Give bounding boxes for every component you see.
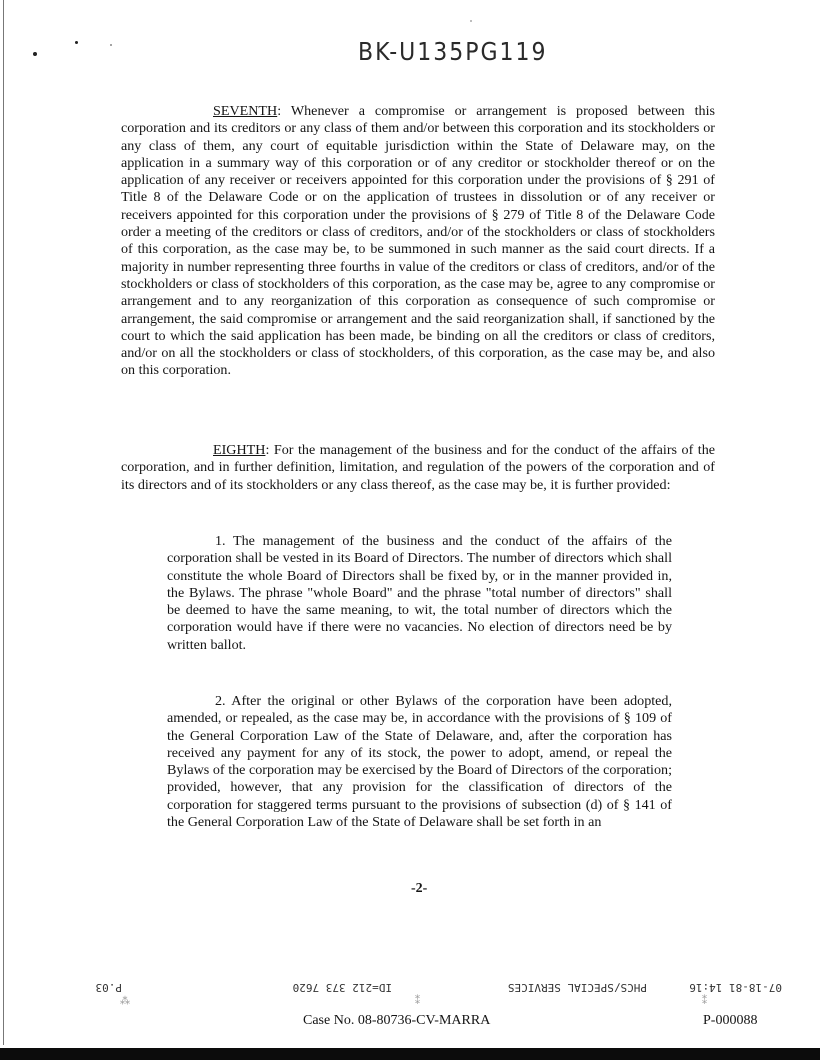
- eighth-heading: EIGHTH: [213, 442, 266, 458]
- eighth-paragraph: [121, 442, 715, 494]
- scan-speck: [75, 41, 78, 44]
- eighth-text: : For the management of the business and for the conduct of the affairs of the corporation, and in further definition, limitation, and regulation of the powers of the corporation and of its directors and of its stockholders or any class thereof, as the case may be, it is further provided:: [121, 442, 715, 493]
- provision-item-1: [167, 533, 672, 654]
- fax-transmission-header: [78, 978, 782, 994]
- fax-sender: PHCS/SPECIAL SERVICES: [507, 981, 647, 994]
- provision-item-text: 2. After the original or other Bylaws of the corporation have been adopted, amended, or repealed, as the case may be, in accordance with the provisions of § 109 of the General Corporation Law of the State of Delaware, and, after the corporation has received any payment for any of its stock, the power to adopt, amend, or repeal the Bylaws of the corporation may be exercised by the Board of Directors of the corporation; provided, however, that any provision for the classification of directors of the corporation for staggered terms pursuant to the provisions of subsection (d) of § 141 of the General Corporation Law of the State of Delaware shall be set forth in an: [167, 693, 672, 831]
- scan-smudge: ⁑: [415, 996, 420, 1007]
- provision-item-text: 1. The management of the business and the conduct of the affairs of the corporation shall be vested in its Board of Directors. The number of directors which shall constitute the whole Board of Directors shall be fixed by, or in the manner provided in, the Bylaws. The phrase "whole Board" and the phrase "total number of directors" shall be deemed to have the same meaning, to wit, the total number of directors which the corporation would have if there were no vacancies. No election of directors need be by written ballot.: [167, 533, 672, 653]
- scan-speck: [470, 20, 472, 22]
- page-number: -2-: [411, 881, 428, 896]
- fax-date-time: 07-18-81 14:16: [689, 981, 782, 994]
- provision-item-2: [167, 693, 672, 831]
- scan-speck: [110, 44, 112, 46]
- seventh-heading: SEVENTH: [213, 103, 278, 119]
- seventh-paragraph: [121, 103, 715, 380]
- scan-bottom-edge: [0, 1048, 820, 1060]
- fax-page: P.03: [95, 981, 122, 994]
- scan-speck: [33, 52, 37, 56]
- bates-number: P-000088: [703, 1013, 758, 1028]
- fax-id: ID=212 373 7620: [292, 981, 392, 994]
- scan-smudge: ⁂: [120, 996, 130, 1007]
- case-number: Case No. 08-80736-CV-MARRA: [303, 1013, 491, 1028]
- scan-smudge: ⁑: [702, 996, 707, 1007]
- book-page-reference: BK-U135PG119: [358, 38, 548, 67]
- seventh-text: : Whenever a compromise or arrangement is proposed between this corporation and its creditors or any class of them and/or between this corporation and its stockholders or any class of them, any court of equitable jurisdiction within the State of Delaware may, on the application in a summary way of this corporation or of any creditor or stockholder thereof or on the application of any receiver or receivers appointed for this corporation under the provisions of § 291 of Title 8 of the Delaware Code or on the application of trustees in dissolution or of any receiver or receivers appointed for this corporation under the provisions of § 279 of Title 8 of the Delaware Code order a meeting of the creditors or class of creditors, and/or of the stockholders or class of stockholders of this corporation, as the case may be, to be summoned in such manner as the said court directs. If a majority in number representing three fourths in value of the creditors or class of creditors, and/or of the stockholders or class of stockholders of this corporation, as the case may be, agree to any compromise or arrangement and to any reorganization of this corporation as consequence of such compromise or arrangement, the said compromise or arrangement and the said reorganization shall, if sanctioned by the court to which the said application has been made, be binding on all the creditors or class of creditors, and/or on all the stockholders or class of stockholders, of this corporation, as the case may be, and also on this corporation.: [121, 103, 715, 379]
- scan-left-edge: [3, 0, 4, 1045]
